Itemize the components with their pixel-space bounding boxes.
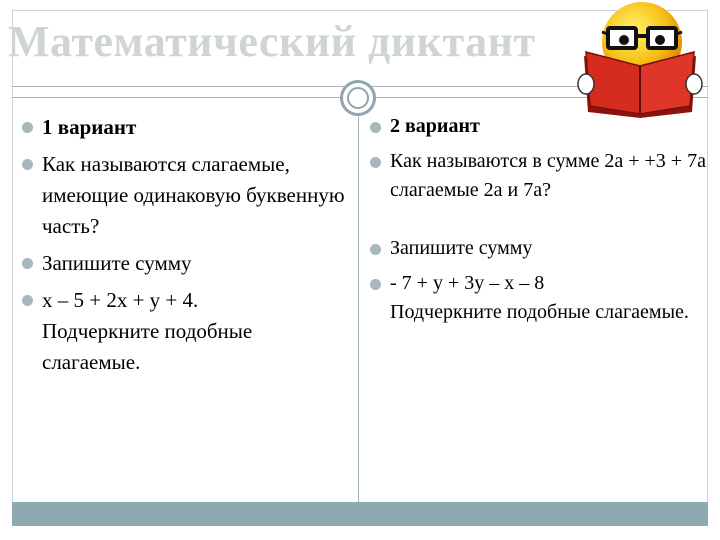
variant-1-expression: x – 5 + 2x + y + 4. Подчеркните подобные слагаемые. [20, 285, 350, 378]
divider-circle-ornament [340, 80, 376, 116]
variant-2-task: Подчеркните подобные слагаемые. [390, 301, 689, 323]
variant-1-column [20, 112, 350, 378]
variant-2-question: Как называются в сумме 2a + +3 + 7a слагаемые 2a и 7a? [368, 147, 708, 205]
variant-2-expression: - 7 + y + 3y – x – 8 Подчеркните подобные слагаемые. [368, 269, 708, 327]
variant-1-question: Как называются слагаемые, имеющие одинаковую буквенную часть? [20, 149, 350, 242]
bullet-icon [370, 244, 381, 255]
footer-bar [12, 502, 708, 526]
bullet-icon [22, 159, 33, 170]
bullet-icon [370, 157, 381, 168]
bullet-icon [370, 279, 381, 290]
bullet-icon [22, 295, 33, 306]
variant-1-heading: 1 вариант [20, 112, 350, 143]
variant-1-instruction: Запишите сумму [20, 248, 350, 279]
variant-2-heading: 2 вариант [368, 112, 708, 141]
column-divider [358, 116, 359, 504]
bullet-icon [22, 258, 33, 269]
variant-2-instruction: Запишите сумму [368, 234, 708, 263]
slide-title: Математический диктант [8, 17, 536, 66]
bullet-icon [370, 122, 381, 133]
smiley-reading-book-icon [572, 0, 708, 118]
variant-2-column [368, 112, 708, 327]
variant-1-task: Подчеркните подобные слагаемые. [42, 319, 253, 374]
bullet-icon [22, 122, 33, 133]
